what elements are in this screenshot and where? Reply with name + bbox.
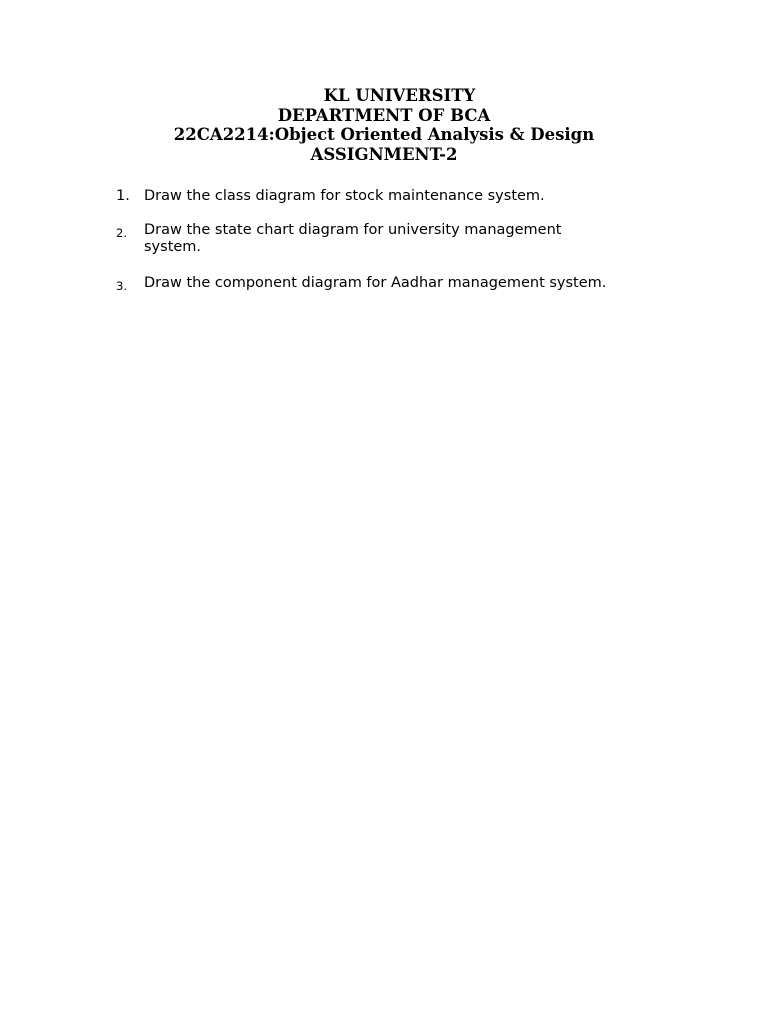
- document-header: [0, 86, 768, 165]
- question-text: Draw the class diagram for stock maintenance system.: [144, 188, 545, 204]
- question-number: 3.: [116, 279, 127, 293]
- question-text: Draw the component diagram for Aadhar management system.: [144, 275, 607, 291]
- university-title: KL UNIVERSITY: [323, 86, 476, 105]
- question-text: Draw the state chart diagram for university management system.: [144, 222, 562, 255]
- question-number: 2.: [116, 226, 127, 240]
- course-title: 22CA2214:Object Oriented Analysis & Design: [173, 125, 595, 145]
- department-title: DEPARTMENT OF BCA: [277, 105, 491, 125]
- question-number: 1.: [116, 188, 130, 204]
- assignment-title: ASSIGNMENT-2: [310, 145, 458, 165]
